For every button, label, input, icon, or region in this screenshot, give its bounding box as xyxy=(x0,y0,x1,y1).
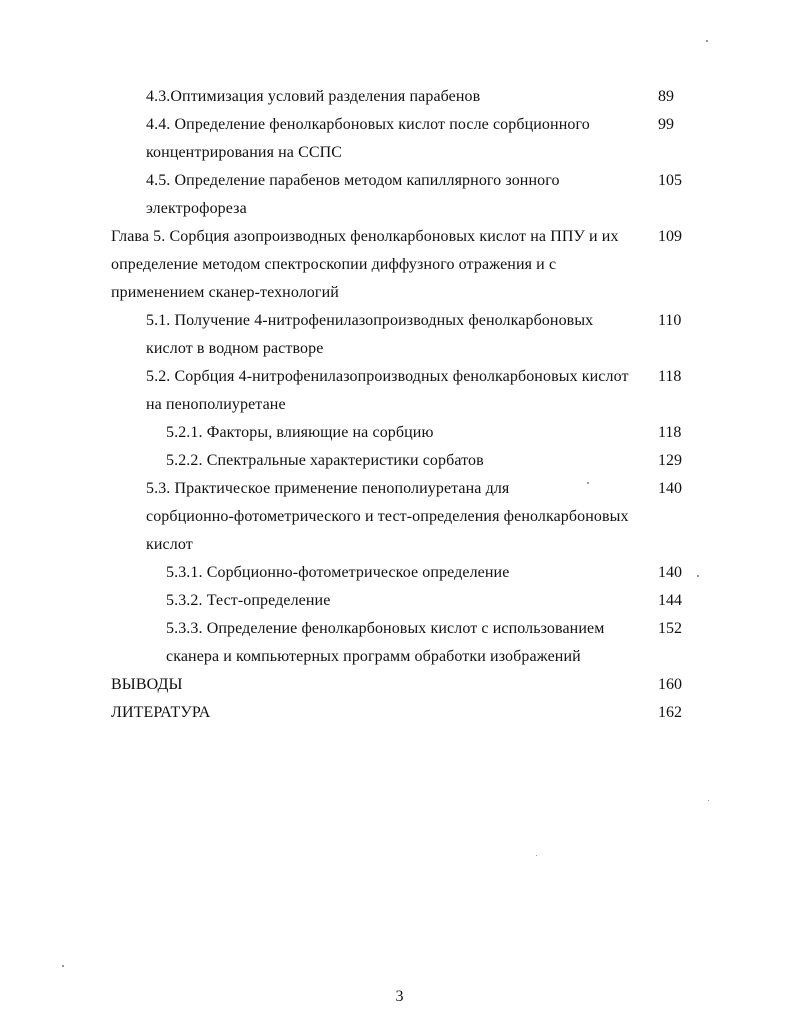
scan-speck xyxy=(697,575,699,577)
toc-entry-page: 118 xyxy=(658,424,682,441)
toc-entry-page: 99 xyxy=(658,116,674,133)
toc-entry-title: ВЫВОДЫ xyxy=(111,676,183,693)
toc-entry-page: 110 xyxy=(658,312,682,329)
toc-entry-title: 5.2.2. Спектральные характеристики сорбатов xyxy=(166,452,484,469)
toc-entry-title-continuation: электрофореза xyxy=(146,200,247,217)
toc-entry-title: 5.1. Получение 4-нитрофенилазопроизводных фенолкарбоновых xyxy=(146,312,594,329)
toc-entry-page: 140 xyxy=(658,480,682,497)
toc-entry-title: 5.2.1. Факторы, влияющие на сорбцию xyxy=(166,424,434,441)
scan-speck xyxy=(708,800,709,801)
toc-entry-title-continuation: концентрирования на ССПС xyxy=(146,144,343,161)
toc-entry-title-continuation: кислот в водном растворе xyxy=(146,340,324,357)
toc-entry-title: 4.4. Определение фенолкарбоновых кислот после сорбционного xyxy=(146,116,590,133)
toc-entry-title-continuation: на пенополиуретане xyxy=(146,396,286,413)
toc-entry-title-continuation: сканера и компьютерных программ обработки изображений xyxy=(166,648,581,665)
scan-speck xyxy=(706,40,708,42)
page-number: 3 xyxy=(395,988,404,1005)
toc-entry-page: 152 xyxy=(658,620,682,637)
toc-entry-title: ЛИТЕРАТУРА xyxy=(111,704,211,721)
toc-entry-page: 109 xyxy=(658,228,682,245)
toc-entry-page: 162 xyxy=(658,704,682,721)
toc-entry-title: 4.3.Оптимизация условий разделения парабенов xyxy=(146,88,481,105)
toc-entry-page: 160 xyxy=(658,676,682,693)
toc-entry-page: 118 xyxy=(658,368,682,385)
toc-entry-title-continuation: сорбционно-фотометрического и тест-определения фенолкарбоновых xyxy=(146,508,629,525)
toc-entry-title-continuation: кислот xyxy=(146,536,193,553)
scan-speck xyxy=(62,965,64,967)
toc-entry-title: 5.3.2. Тест-определение xyxy=(166,592,331,609)
toc-entry-title: Глава 5. Сорбция азопроизводных фенолкарбоновых кислот на ППУ и их xyxy=(111,228,619,245)
toc-entry-page: 89 xyxy=(658,88,674,105)
toc-entry-title: 5.3.3. Определение фенолкарбоновых кислот с использованием xyxy=(166,620,605,637)
toc-entry-title-continuation: определение методом спектроскопии диффузного отражения и с xyxy=(111,256,557,273)
scan-speck xyxy=(536,855,537,856)
toc-entry-title: 4.5. Определение парабенов методом капиллярного зонного xyxy=(146,172,560,189)
toc-entry-page: 105 xyxy=(658,172,682,189)
toc-entry-title: 5.3.1. Сорбционно-фотометрическое определение xyxy=(166,564,510,581)
toc-entry-title-continuation: применением сканер-технологий xyxy=(111,284,339,301)
scan-speck xyxy=(587,482,589,484)
toc-entry-page: 140 xyxy=(658,564,682,581)
toc-entry-title: 5.3. Практическое применение пенополиуретана для xyxy=(146,480,510,497)
toc-entry-title: 5.2. Сорбция 4-нитрофенилазопроизводных фенолкарбоновых кислот xyxy=(146,368,629,385)
toc-entry-page: 129 xyxy=(658,452,682,469)
toc-entry-page: 144 xyxy=(658,592,682,609)
